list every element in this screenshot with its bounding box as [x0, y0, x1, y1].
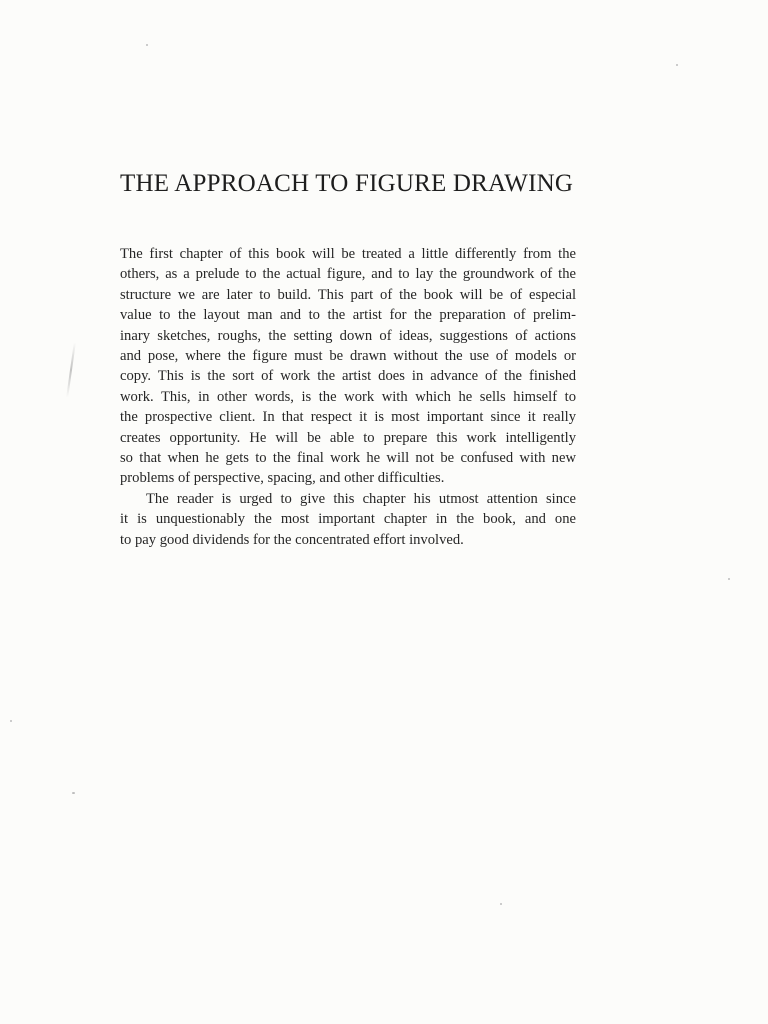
text-line: The first chapter of this book will be treated a little differently from the: [120, 246, 576, 262]
text-line: The reader is urged to give this chapter his utmost attention since: [146, 490, 576, 507]
text-line: structure we are later to build. This part of the book will be of especial: [120, 286, 576, 303]
scan-speck: [728, 578, 730, 580]
chapter-body: [120, 244, 576, 550]
text-line: work. This, in other words, is the work with which he sells himself to: [120, 388, 576, 405]
text-line: and pose, where the figure must be drawn without the use of models or: [120, 348, 576, 365]
text-line: problems of perspective, spacing, and other difficulties.: [120, 470, 445, 487]
scan-speck: [10, 720, 12, 722]
scan-speck: [146, 44, 148, 46]
text-line: inary sketches, roughs, the setting down of ideas, suggestions of actions: [120, 327, 576, 344]
text-line: value to the layout man and to the artist for the preparation of prelim-: [120, 307, 576, 324]
text-line: others, as a prelude to the actual figure, and to lay the groundwork of the: [120, 266, 576, 283]
text-line: creates opportunity. He will be able to prepare this work intelligently: [120, 429, 576, 446]
scan-speck: [72, 792, 75, 794]
scan-artifact: [66, 342, 76, 398]
text-line: copy. This is the sort of work the artist does in advance of the finished: [120, 368, 576, 385]
text-line: to pay good dividends for the concentrated effort involved.: [120, 531, 464, 548]
text-line: the prospective client. In that respect it is most important since it really: [120, 409, 576, 426]
text-line: so that when he gets to the final work he will not be confused with new: [120, 450, 576, 467]
scan-speck: [676, 64, 678, 66]
chapter-title: THE APPROACH TO FIGURE DRAWING: [120, 170, 574, 197]
scan-speck: [500, 903, 502, 905]
text-line: it is unquestionably the most important chapter in the book, and one: [120, 511, 576, 528]
